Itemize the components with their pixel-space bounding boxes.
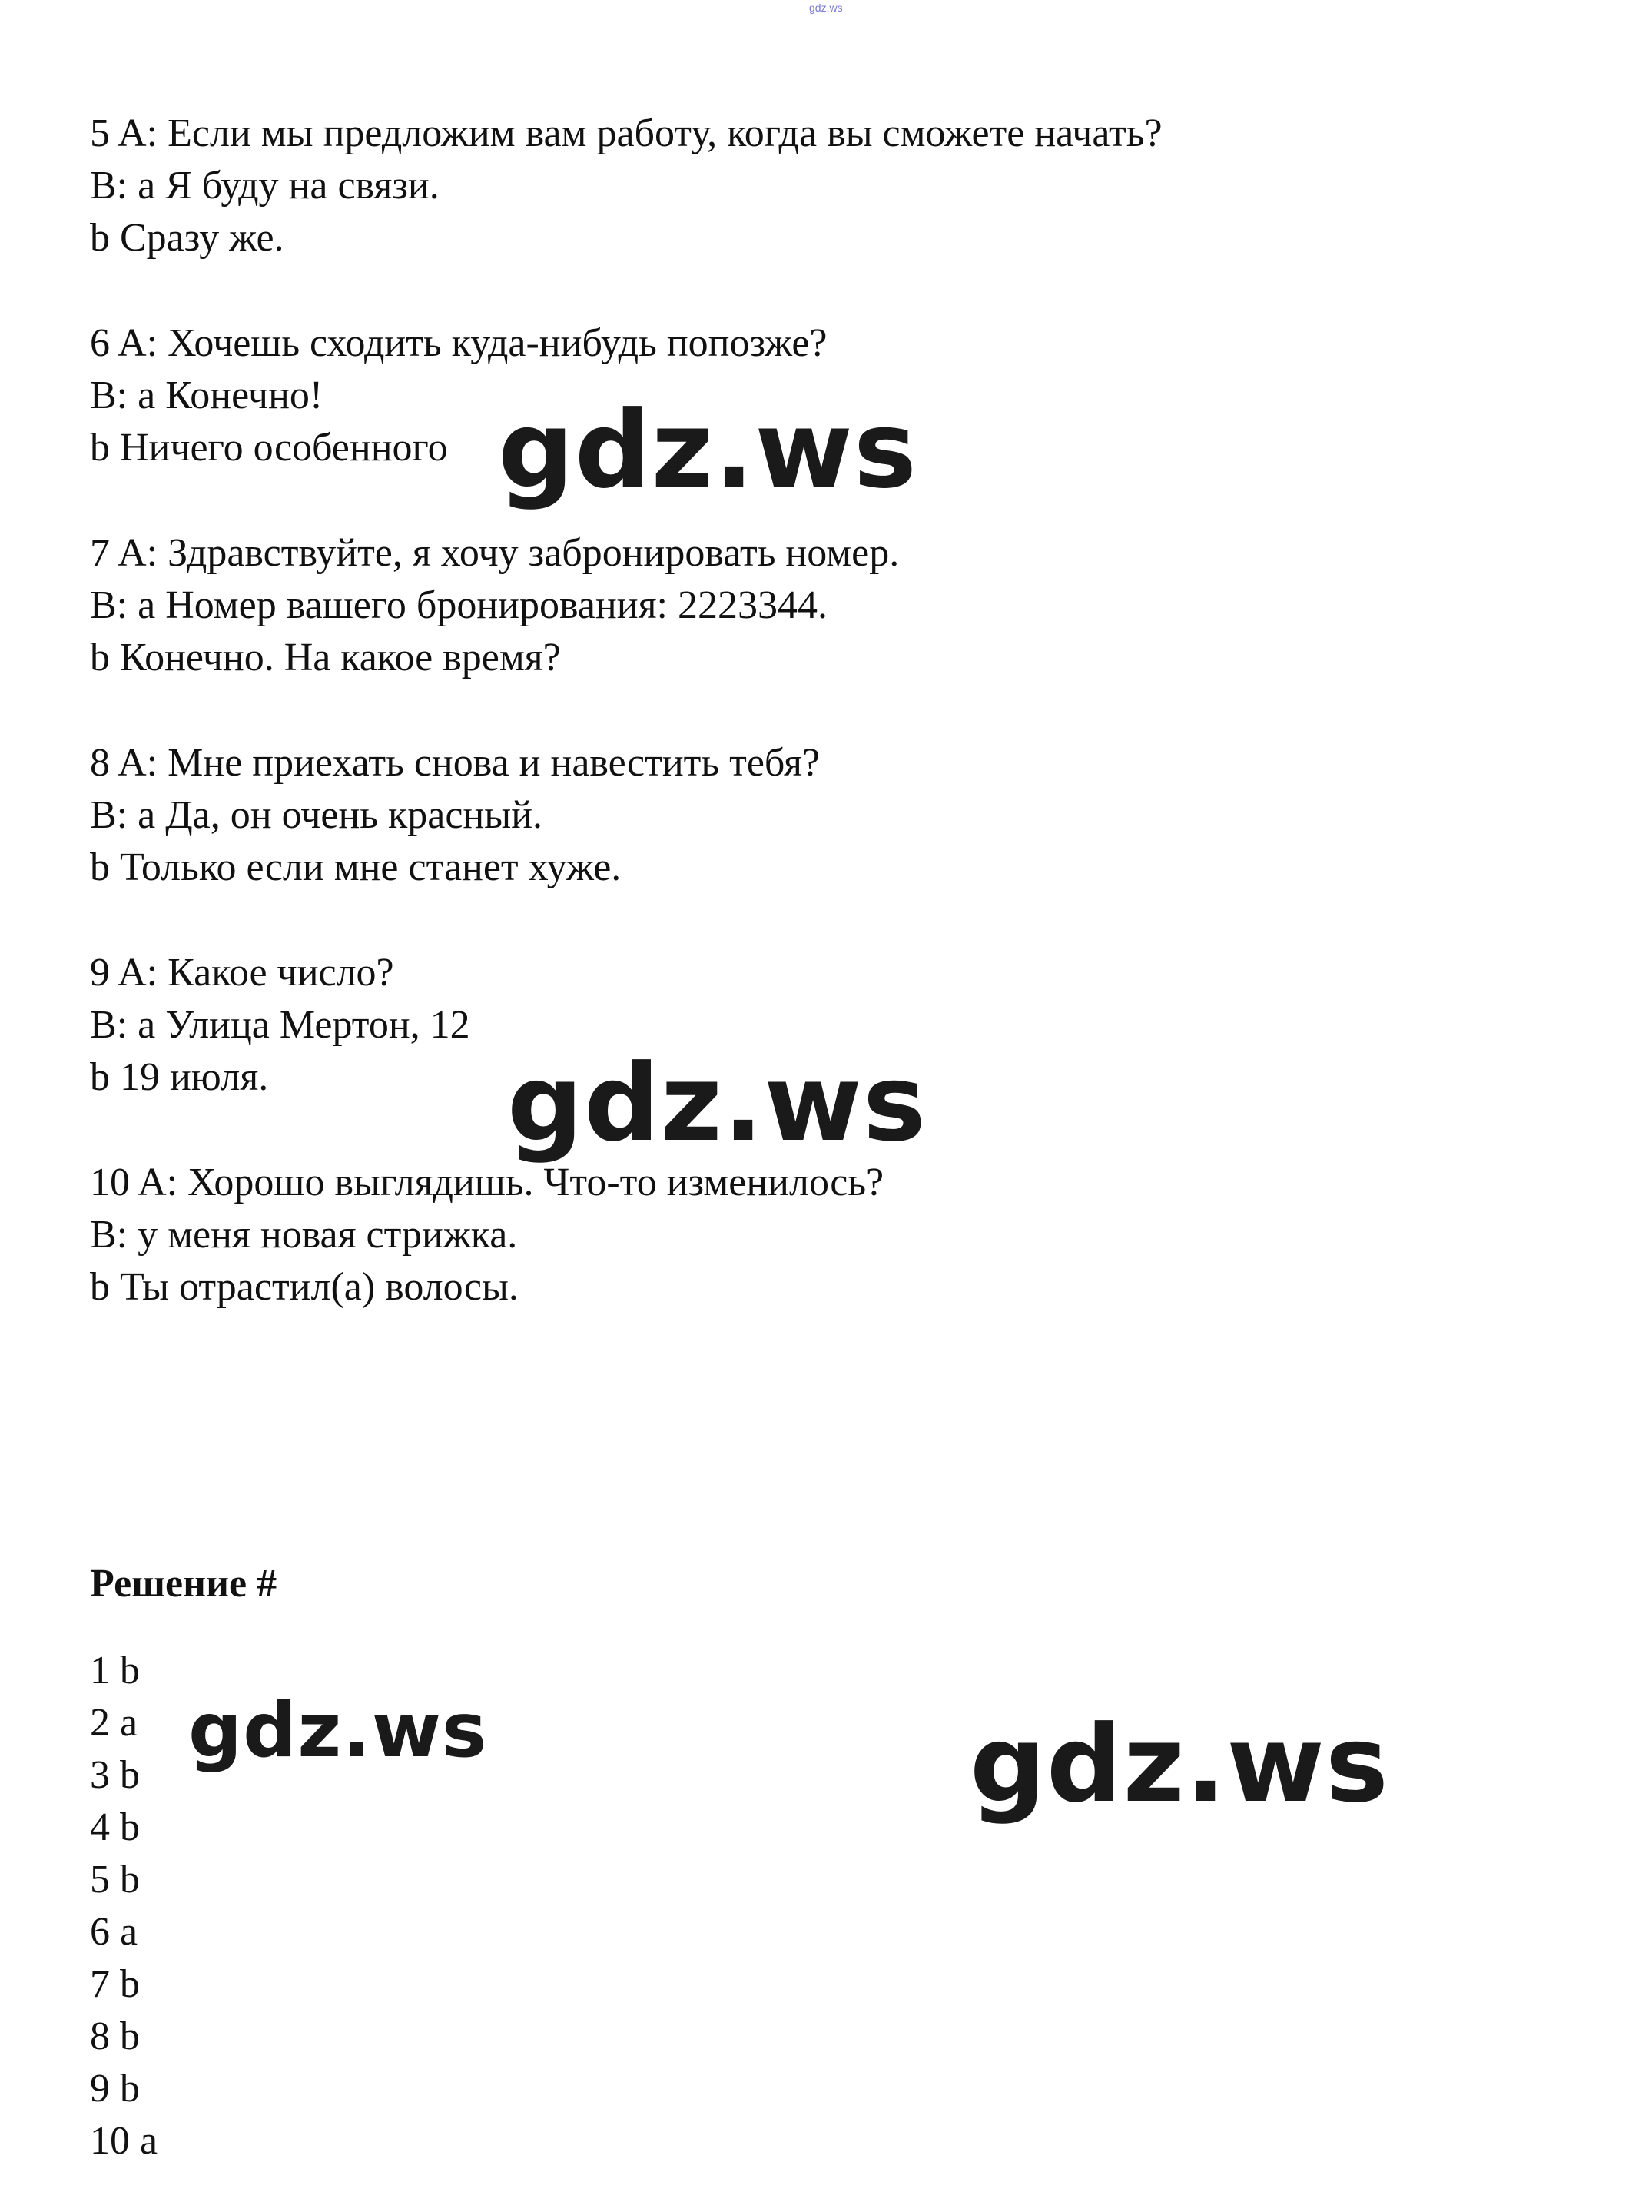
watermark: gdz.ws: [507, 1041, 927, 1165]
watermark: gdz.ws: [498, 388, 917, 512]
question-9-option-a: B: a Улица Мертон, 12: [90, 1003, 470, 1047]
watermark: gdz.ws: [970, 1702, 1389, 1826]
question-6-option-b: b Ничего особенного: [90, 426, 448, 470]
question-5-prompt: 5 A: Если мы предложим вам работу, когда вы сможете начать?: [90, 111, 1163, 155]
answer-item: 8 b: [90, 2014, 140, 2058]
question-7-option-a: B: a Номер вашего бронирования: 2223344.: [90, 583, 828, 627]
answer-item: 4 b: [90, 1805, 140, 1849]
answer-item: 7 b: [90, 1962, 140, 2006]
question-5-option-b: b Сразу же.: [90, 216, 284, 260]
answer-item: 5 b: [90, 1858, 140, 1901]
question-8-prompt: 8 A: Мне приехать снова и навестить тебя?: [90, 741, 821, 785]
question-10-option-a: B: у меня новая стрижка.: [90, 1213, 518, 1257]
answer-item: 1 b: [90, 1649, 140, 1692]
solution-heading: Решение #: [90, 1562, 277, 1606]
question-10-option-b: b Ты отрастил(а) волосы.: [90, 1265, 519, 1309]
question-5-option-a: B: a Я буду на связи.: [90, 164, 440, 208]
answer-item: 10 a: [90, 2119, 158, 2163]
answer-item: 2 a: [90, 1701, 138, 1745]
question-9-prompt: 9 A: Какое число?: [90, 951, 394, 995]
question-6-option-a: B: a Конечно!: [90, 374, 323, 417]
answer-item: 9 b: [90, 2067, 140, 2111]
question-6-prompt: 6 A: Хочешь сходить куда-нибудь попозже?: [90, 321, 828, 365]
site-mark: gdz.ws: [809, 2, 843, 14]
answer-item: 3 b: [90, 1753, 140, 1797]
question-10-prompt: 10 A: Хорошо выглядишь. Что-то изменилось?: [90, 1161, 884, 1204]
question-7-option-b: b Конечно. На какое время?: [90, 636, 561, 679]
watermark: gdz.ws: [188, 1687, 488, 1775]
question-8-option-a: B: a Да, он очень красный.: [90, 793, 543, 837]
question-7-prompt: 7 A: Здравствуйте, я хочу забронировать номер.: [90, 531, 900, 575]
answer-item: 6 a: [90, 1910, 138, 1954]
question-9-option-b: b 19 июля.: [90, 1055, 269, 1099]
question-8-option-b: b Только если мне станет хуже.: [90, 845, 622, 889]
